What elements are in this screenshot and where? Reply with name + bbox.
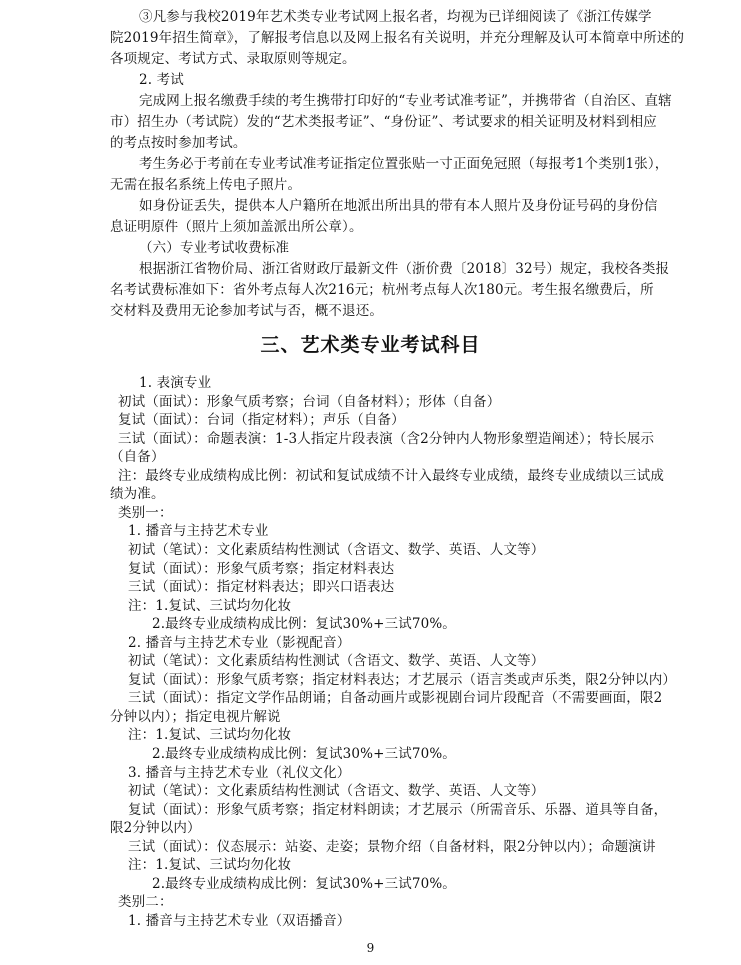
paragraph-line: 无需在报名系统上传电子照片。 [110, 177, 302, 193]
exam-round-line: 初试（笔试）：文化素质结构性测试（含语文、数学、英语、人文等） [128, 542, 545, 558]
paragraph-line: 的考点按时参加考试。 [110, 135, 247, 151]
paragraph-line: 院2019年招生简章》，了解报考信息以及网上报名有关说明，并充分理解及认可本简章中所述的 [110, 30, 685, 46]
major-heading: 2. 播音与主持艺术专业（影视配音） [128, 635, 351, 651]
paragraph-line: ③凡参与我校2019年艺术类专业考试网上报名者，均视为已详细阅读了《浙江传媒学 [139, 9, 652, 25]
note-line: 2.最终专业成绩构成比例：复试30%+三试70%。 [152, 616, 456, 632]
exam-round-line: 初试（笔试）：文化素质结构性测试（含语文、数学、英语、人文等） [128, 783, 545, 799]
exam-round-line: 初试（笔试）：文化素质结构性测试（含语文、数学、英语、人文等） [128, 653, 545, 669]
exam-round-line: 三试（面试）：仪态展示：站姿、走姿；景物介绍（自备材料，限2分钟以内）；命题演讲 [128, 839, 656, 855]
paragraph-line: 各项规定、考试方式、录取原则等规定。 [110, 51, 356, 67]
paragraph-line: 完成网上报名缴费手续的考生携带打印好的“专业考试准考证”，并携带省（自治区、直辖 [139, 93, 672, 109]
page-number: 9 [366, 941, 375, 955]
exam-round-line: 三试（面试）：命题表演：1-3人指定片段表演（含2分钟内人物形象塑造阐述）；特长展示 [118, 431, 655, 447]
paragraph-line: 如身份证丢失，提供本人户籍所在地派出所出具的带有本人照片及身份证号码的身份信 [139, 198, 658, 214]
exam-round-line: 复试（面试）：台词（指定材料）；声乐（自备） [118, 412, 405, 428]
exam-round-line: 分钟以内）；指定电视片解说 [110, 709, 281, 725]
major-heading: 1. 表演专业 [139, 375, 212, 391]
major-heading: 1. 播音与主持艺术专业（双语播音） [128, 913, 351, 929]
note-line: 绩为准。 [110, 486, 165, 502]
category-heading: 类别二： [118, 894, 173, 910]
exam-round-line: 限2分钟以内） [110, 820, 201, 836]
exam-round-line: 三试（面试）：指定材料表达；即兴口语表达 [128, 579, 395, 595]
section-heading-exam: 2. 考试 [139, 72, 184, 88]
exam-round-line: 初试（面试）：形象气质考察；台词（自备材料）；形体（自备） [118, 394, 501, 410]
exam-round-line: 复试（面试）：形象气质考察；指定材料表达 [128, 561, 395, 577]
major-heading: 1. 播音与主持艺术专业 [128, 523, 269, 539]
subsection-heading-fees: （六）专业考试收费标准 [139, 240, 290, 256]
note-line: 注：最终专业成绩构成比例：初试和复试成绩不计入最终专业成绩，最终专业成绩以三试成 [118, 468, 664, 484]
exam-round-line: 复试（面试）：形象气质考察；指定材料表达；才艺展示（语言类或声乐类，限2分钟以内） [128, 672, 676, 688]
major-heading: 3. 播音与主持艺术专业（礼仪文化） [128, 765, 351, 781]
exam-round-line: （自备） [110, 449, 165, 465]
note-line: 2.最终专业成绩构成比例：复试30%+三试70%。 [152, 746, 456, 762]
note-line: 注：1.复试、三试均勿化妆 [128, 727, 292, 743]
paragraph-line: 息证明原件（照片上须加盖派出所公章）。 [110, 219, 363, 235]
note-line: 注：1.复试、三试均勿化妆 [128, 857, 292, 873]
category-heading: 类别一： [118, 505, 173, 521]
paragraph-line: 名考试费标准如下：省外考点每人次216元；杭州考点每人次180元。考生报名缴费后，所 [110, 282, 654, 298]
paragraph-line: 市）招生办（考试院）发的“艺术类报考证”、“身份证”、考试要求的相关证明及材料到相应 [110, 114, 657, 130]
note-line: 注：1.复试、三试均勿化妆 [128, 598, 292, 614]
exam-round-line: 三试（面试）：指定文学作品朗诵；自备动画片或影视剧台词片段配音（不需要画面，限2 [128, 690, 663, 706]
paragraph-line: 考生务必于考前在专业考试准考证指定位置张贴一寸正面免冠照（每报考1个类别1张）， [139, 156, 669, 172]
paragraph-line: 根据浙江省物价局、浙江省财政厅最新文件（浙价费〔2018〕32号）规定，我校各类报 [139, 261, 670, 277]
paragraph-line: 交材料及费用无论参加考试与否，概不退还。 [110, 303, 383, 319]
section-heading: 三、艺术类专业考试科目 [260, 334, 481, 356]
exam-round-line: 复试（面试）：形象气质考察；指定材料朗读；才艺展示（所需音乐、乐器、道具等自备， [128, 802, 668, 818]
note-line: 2.最终专业成绩构成比例：复试30%+三试70%。 [152, 876, 456, 892]
